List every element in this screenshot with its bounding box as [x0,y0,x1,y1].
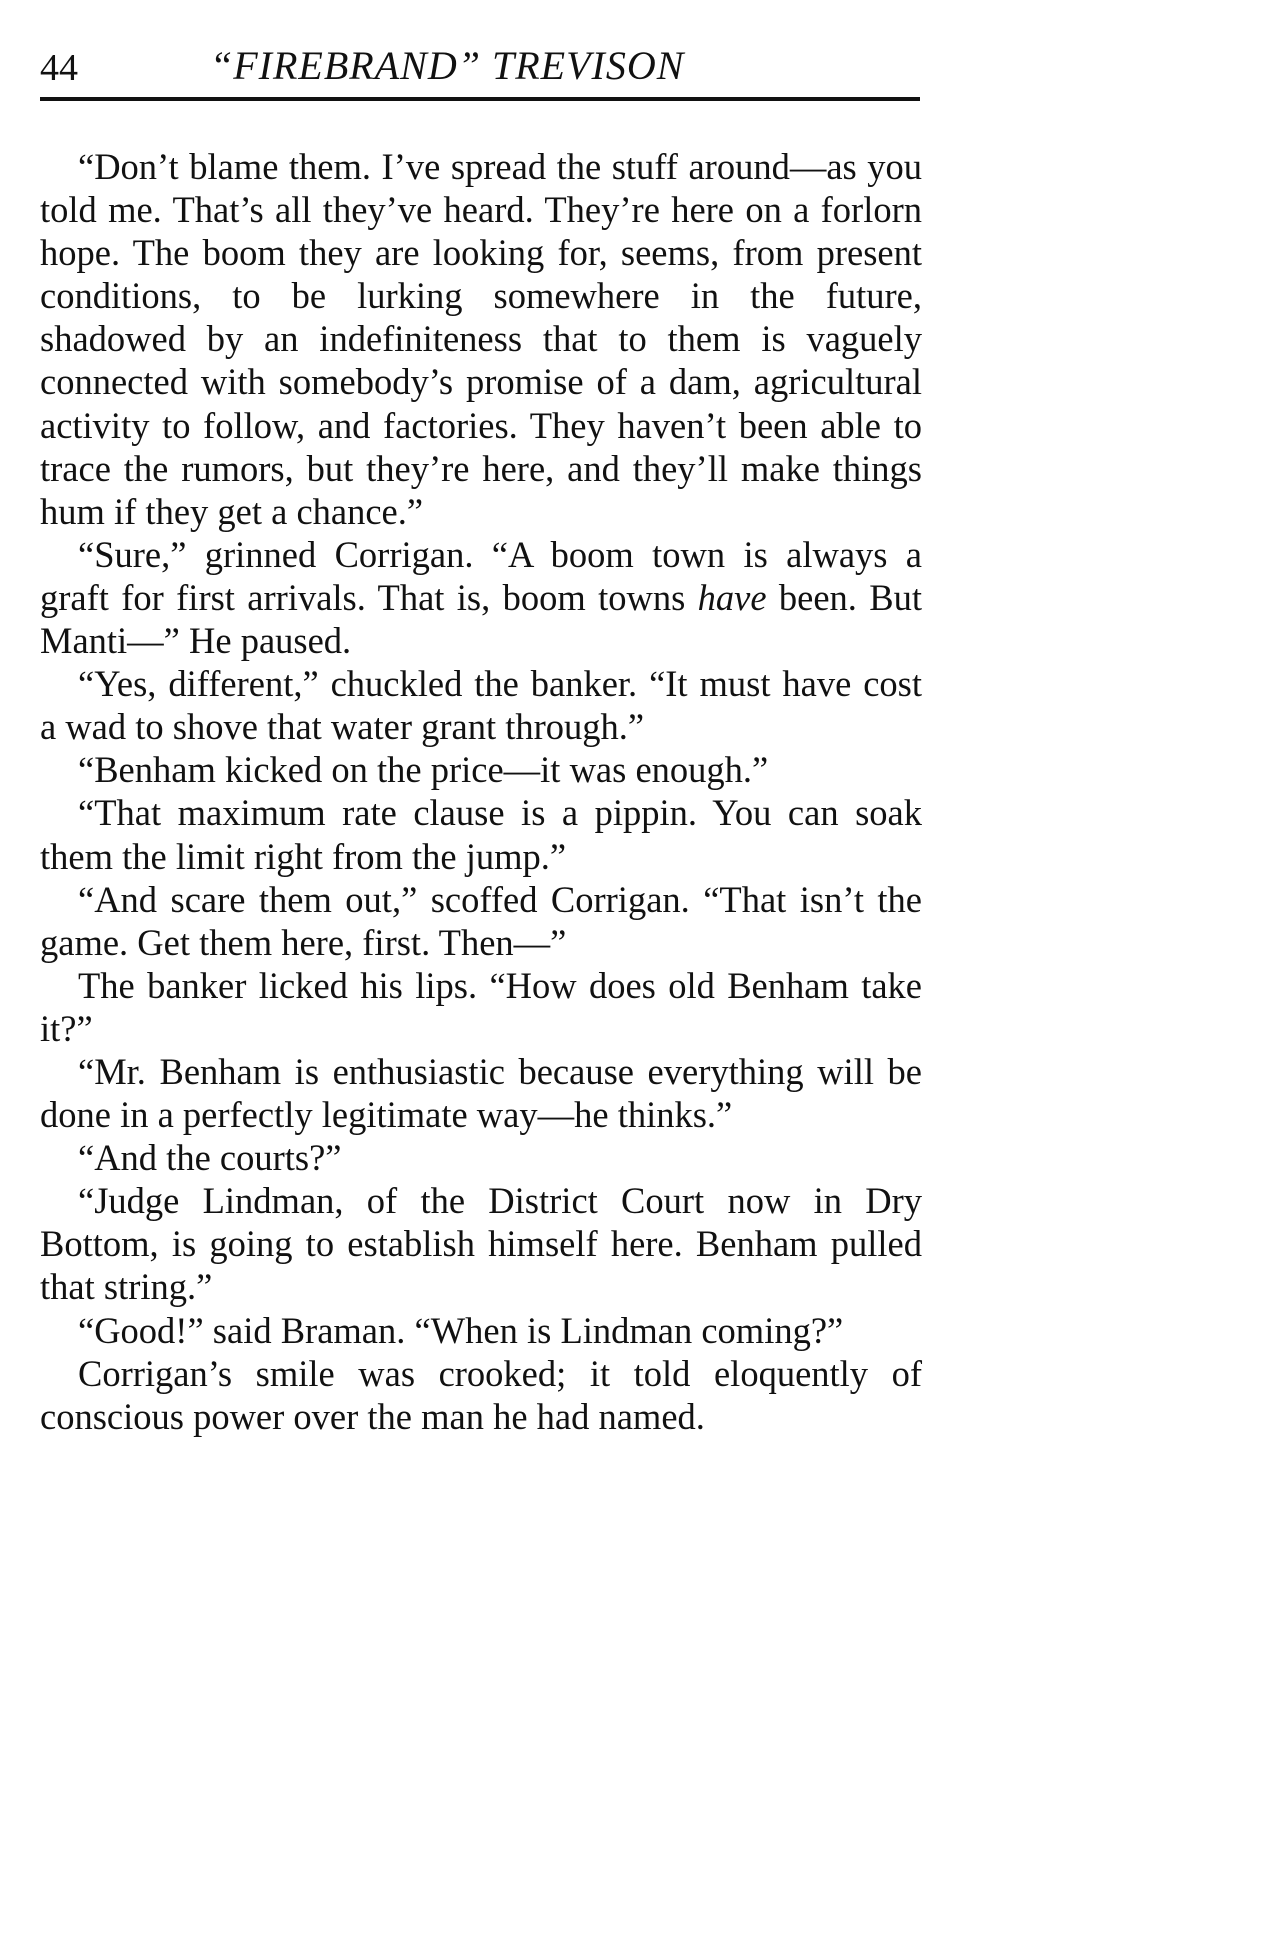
paragraph: “Judge Lindman, of the District Court now in Dry Bottom, is going to establish himself here. Benham pulled that string.” [40,1180,922,1308]
body-text [40,145,922,1438]
paragraph: The banker licked his lips. “How does old Benham take it?” [40,964,922,1049]
running-head: “FIREBRAND” TREVISON [210,43,685,88]
paragraph: “And the courts?” [78,1137,342,1179]
header-rule [40,97,920,101]
page-header [40,36,920,96]
emphasis: have [697,576,767,618]
paragraph: “Benham kicked on the price—it was enough.” [78,749,769,791]
paragraph: “Don’t blame them. I’ve spread the stuff around—as you told me. That’s all they’ve heard. They’re here on a forlorn hope. The boom they are looking for, seems, from present conditions, to be lurking somewhere in the future, shadowed by an indefiniteness that to them is vaguely connected with somebody’s promise of a dam, agricultural activity to follow, and factories. They haven’t been able to trace the rumors, but they’re here, and they’ll make things hum if they get a chance.” [40,146,922,532]
paragraph-text: “Sure,” grinned Corrigan. “A boom town is always a graft for first arrivals. That is, boom towns [40,533,922,618]
paragraph: “Mr. Benham is enthusiastic because everything will be done in a perfectly legitimate way—he thinks.” [40,1050,922,1136]
paragraph [40,533,922,662]
paragraph: “Yes, different,” chuckled the banker. “It must have cost a wad to shove that water grant through.” [40,663,922,748]
paragraph: Corrigan’s smile was crooked; it told eloquently of conscious power over the man he had named. [40,1352,922,1437]
paragraph-text: been. But Manti—” He paused. [40,576,922,662]
paragraph: “Good!” said Braman. “When is Lindman coming?” [78,1309,844,1351]
paragraph: “And scare them out,” scoffed Corrigan. “That isn’t the game. Get them here, first. Then—” [40,878,922,963]
paragraph: “That maximum rate clause is a pippin. You can soak them the limit right from the jump.” [40,792,922,877]
page-number: 44 [40,47,78,89]
